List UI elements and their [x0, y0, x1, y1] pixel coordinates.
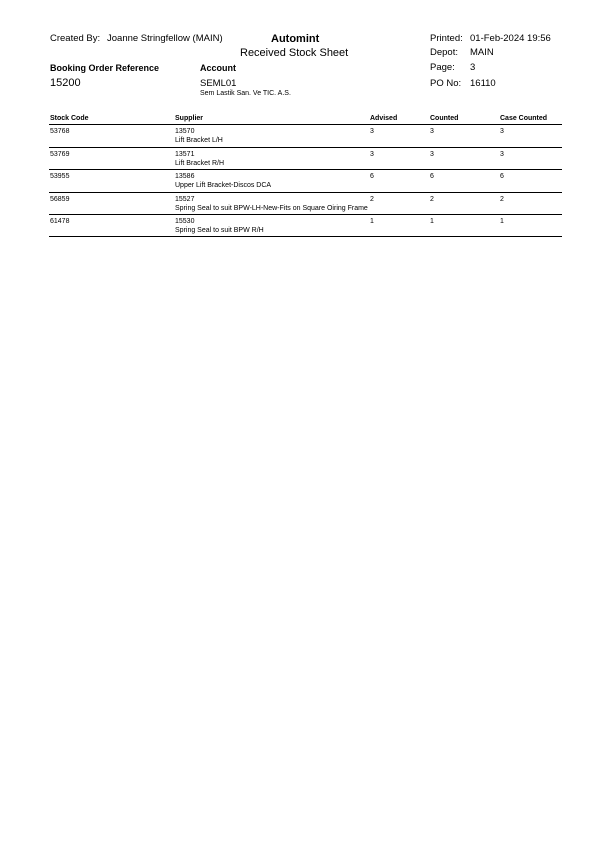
case-counted-cell: 2 — [500, 196, 504, 203]
description-cell: Spring Seal to suit BPW-LH-New-Fits on Square Oiring Frame — [175, 205, 368, 212]
po-label: PO No: — [430, 78, 462, 89]
po-value: 16110 — [470, 78, 496, 89]
col-counted: Counted — [430, 115, 459, 122]
row-divider — [49, 214, 562, 215]
account-name: Sem Lastik San. Ve TIC. A.S. — [200, 90, 291, 97]
counted-cell: 2 — [430, 196, 434, 203]
counted-cell: 6 — [430, 173, 434, 180]
description-cell: Upper Lift Bracket-Discos DCA — [175, 182, 272, 189]
description-cell: Lift Bracket L/H — [175, 137, 223, 144]
page-label: Page: — [430, 62, 455, 73]
case-counted-cell: 3 — [500, 151, 504, 158]
supplier-code-cell: 15527 — [175, 196, 195, 203]
case-counted-cell: 6 — [500, 173, 504, 180]
stock-code-cell: 56859 — [50, 196, 70, 203]
header-divider — [49, 124, 562, 125]
stock-code-cell: 61478 — [50, 218, 70, 225]
advised-cell: 1 — [370, 218, 374, 225]
account-code: SEML01 — [200, 78, 237, 89]
stock-code-cell: 53955 — [50, 173, 70, 180]
account-label: Account — [200, 63, 236, 73]
case-counted-cell: 3 — [500, 128, 504, 135]
printed-label: Printed: — [430, 33, 463, 44]
advised-cell: 2 — [370, 196, 374, 203]
stock-code-cell: 53768 — [50, 128, 70, 135]
col-advised: Advised — [370, 115, 398, 122]
counted-cell: 3 — [430, 128, 434, 135]
supplier-code-cell: 15530 — [175, 218, 195, 225]
advised-cell: 3 — [370, 128, 374, 135]
booking-label: Booking Order Reference — [50, 63, 160, 73]
supplier-code-cell: 13570 — [175, 128, 195, 135]
counted-cell: 3 — [430, 151, 434, 158]
depot-value: MAIN — [470, 47, 494, 58]
row-divider — [49, 147, 562, 148]
col-stock-code: Stock Code — [50, 115, 89, 122]
booking-value: 15200 — [50, 77, 81, 89]
advised-cell: 6 — [370, 173, 374, 180]
row-divider — [49, 169, 562, 170]
row-divider — [49, 192, 562, 193]
col-supplier: Supplier — [175, 115, 204, 122]
depot-label: Depot: — [430, 47, 458, 58]
description-cell: Spring Seal to suit BPW R/H — [175, 227, 264, 234]
company-name: Automint — [271, 33, 320, 45]
supplier-code-cell: 13586 — [175, 173, 195, 180]
row-divider — [49, 236, 562, 237]
page-title: Received Stock Sheet — [240, 47, 349, 59]
case-counted-cell: 1 — [500, 218, 504, 225]
supplier-code-cell: 13571 — [175, 151, 195, 158]
printed-value: 01-Feb-2024 19:56 — [470, 33, 551, 44]
created-by-value: Joanne Stringfellow (MAIN) — [107, 33, 223, 44]
counted-cell: 1 — [430, 218, 434, 225]
description-cell: Lift Bracket R/H — [175, 160, 225, 167]
col-case-counted: Case Counted — [500, 115, 548, 122]
advised-cell: 3 — [370, 151, 374, 158]
created-by-label: Created By: — [50, 33, 101, 44]
page-value: 3 — [470, 62, 476, 73]
stock-code-cell: 53769 — [50, 151, 70, 158]
